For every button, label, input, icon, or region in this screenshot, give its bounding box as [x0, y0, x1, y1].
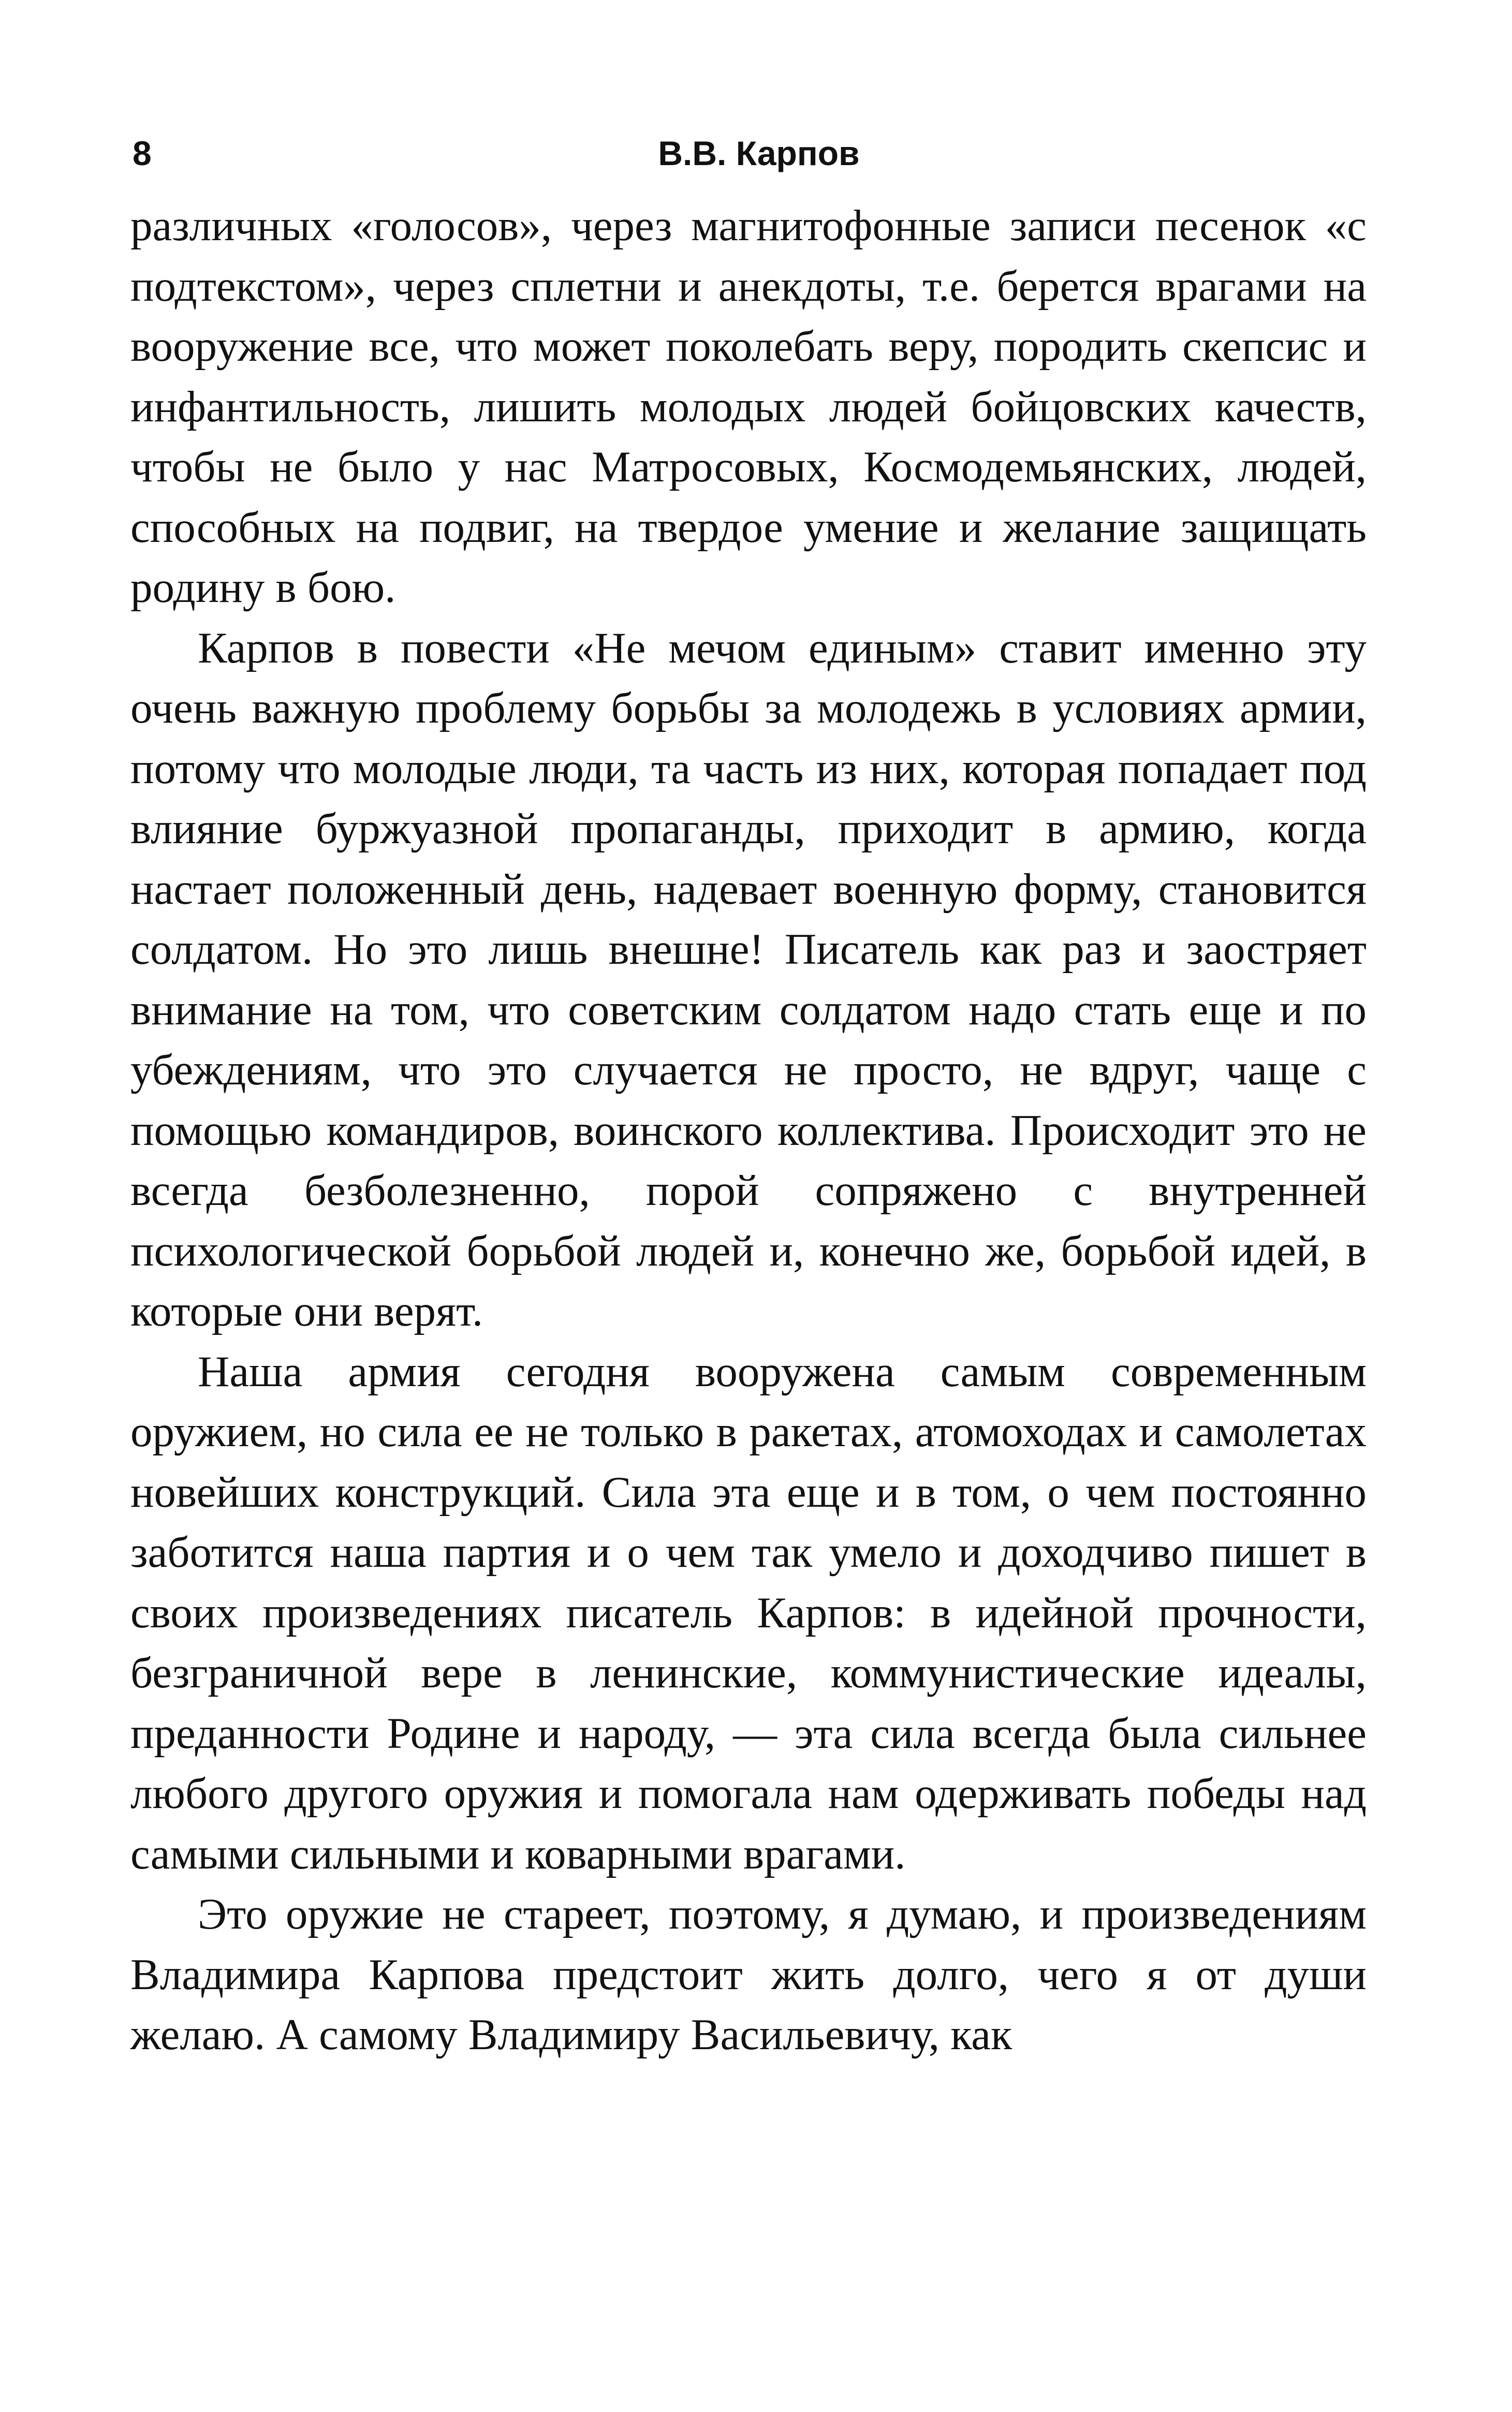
page-header [130, 122, 1367, 184]
body-text [130, 196, 1367, 2065]
paragraph: Карпов в повести «Не мечом единым» ставит именно эту очень важную проблему борьбы за молодежь в условиях армии, потому что молодые люди, та часть из них, которая попадает под влияние буржуазной пропаганды, приходит в армию, когда настает положенный день, надевает военную форму, становится солдатом. Но это лишь внешне! Писатель как раз и заостряет внимание на том, что советским солдатом надо стать еще и по убеждениям, что это случается не просто, не вдруг, чаще с помощью командиров, воинского коллектива. Происходит это не всегда безболезненно, порой сопряжено с внутренней психологической борьбой людей и, конечно же, борьбой идей, в которые они верят. [130, 623, 1367, 1335]
book-page [130, 122, 1367, 2286]
paragraph: Это оружие не стареет, поэтому, я думаю, и произведениям Владимира Карпова предстоит жить долго, чего я от души желаю. А самому Владимиру Васильевичу, как [130, 1890, 1367, 2059]
paragraph-continued: различных «голосов», через магнитофонные записи песенок «с подтекстом», через сплетни и анекдоты, т.е. берется врагами на вооружение все, что может поколебать веру, породить скепсис и инфантильность, лишить молодых людей бойцовских качеств, чтобы не было у нас Матросовых, Космодемьянских, людей, способных на подвиг, на твердое умение и желание защищать родину в бою. [130, 201, 1367, 612]
paragraph: Наша армия сегодня вооружена самым современным оружием, но сила ее не только в ракетах, атомоходах и самолетах новейших конструкций. Сила эта еще и в том, о чем постоянно заботится наша партия и о чем так умело и доходчиво пишет в своих произведениях писатель Карпов: в идейной прочности, безграничной вере в ленинские, коммунистические идеалы, преданности Родине и народу, — эта сила всегда была сильнее любого другого оружия и помогала нам одерживать победы над самыми сильными и коварными врагами. [130, 1347, 1367, 1878]
running-title: В.В. Карпов [658, 134, 860, 172]
page-number: 8 [133, 134, 152, 172]
